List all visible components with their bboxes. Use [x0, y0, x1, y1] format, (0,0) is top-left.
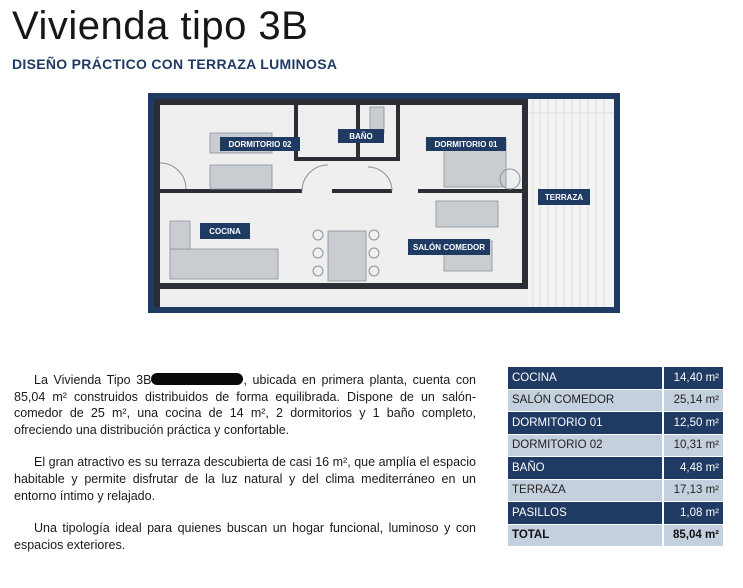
table-row: DORMITORIO 01 12,50 m²: [508, 412, 723, 434]
table-row: SALÓN COMEDOR 25,14 m²: [508, 390, 723, 412]
table-row: TERRAZA 17,13 m²: [508, 480, 723, 502]
label-bano: BAÑO: [349, 132, 373, 141]
page-title: Vivienda tipo 3B: [12, 4, 309, 48]
surfaces-table: [508, 366, 723, 547]
description: [14, 372, 476, 569]
table-row: PASILLOS 1,08 m²: [508, 502, 723, 524]
label-terraza: TERRAZA: [544, 193, 584, 202]
label-dormitorio-01: DORMITORIO 01: [434, 140, 498, 149]
description-paragraph-1: La Vivienda Tipo 3B , ubicada en primera planta, cuenta con 85,04 m² construidos distribuidos de forma equilibrada. Dispone de un salón-comedor de 25 m², una cocina de 14 m², 2 dormitorios y 1 baño completo, ofreciendo una distribución práctica y confortable.: [14, 373, 476, 437]
table-row: DORMITORIO 02 10,31 m²: [508, 435, 723, 457]
description-paragraph-3: Una tipología ideal para quienes buscan un hogar funcional, luminoso y con espacios exteriores.: [14, 521, 476, 552]
redacted-text: [151, 373, 243, 385]
table-row: BAÑO 4,48 m²: [508, 457, 723, 479]
description-paragraph-2: El gran atractivo es su terraza descubierta de casi 16 m², que amplía el espacio habitable y permite disfrutar de la luz natural y del clima mediterráneo en un entorno íntimo y relajado.: [14, 455, 476, 503]
label-cocina: COCINA: [209, 227, 241, 236]
table-row-total: TOTAL 85,04 m²: [508, 525, 723, 547]
label-salon-comedor: SALÓN COMEDOR: [413, 243, 485, 252]
floor-plan: [148, 93, 620, 313]
page-subtitle: DISEÑO PRÁCTICO CON TERRAZA LUMINOSA: [12, 56, 338, 72]
label-dormitorio-02: DORMITORIO 02: [228, 140, 292, 149]
table-row: COCINA 14,40 m²: [508, 367, 723, 389]
